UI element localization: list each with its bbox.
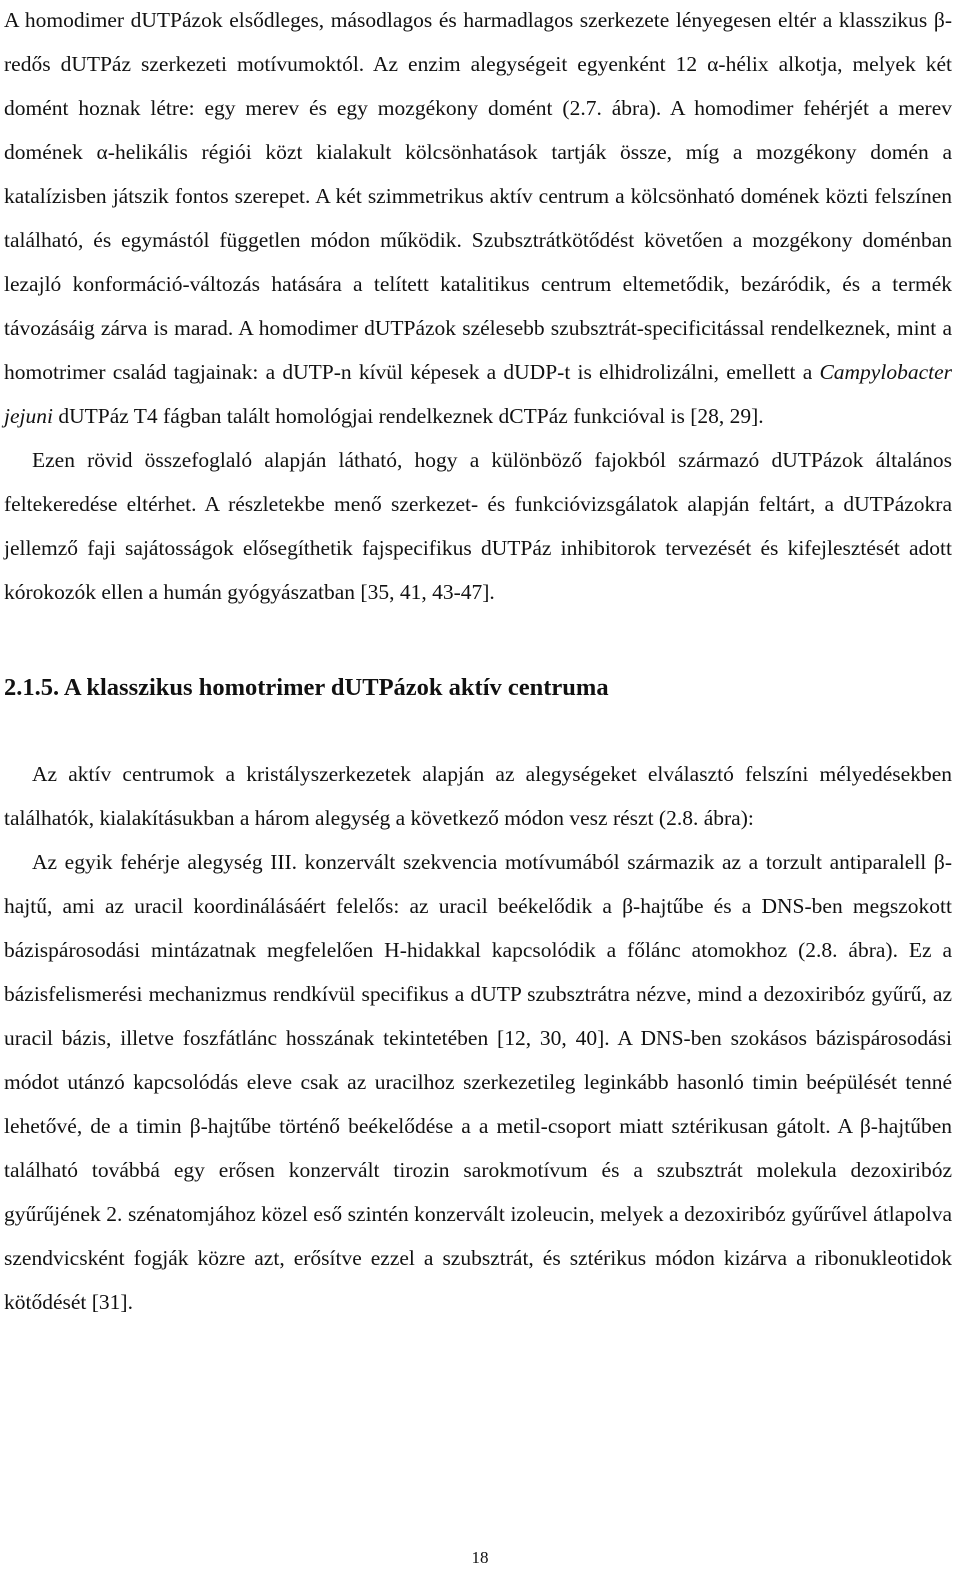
document-page bbox=[4, 0, 952, 1324]
species-name: Campylobacter jejuni bbox=[4, 360, 952, 428]
spacer bbox=[4, 614, 952, 666]
paragraph-summary: Ezen rövid összefoglaló alapján látható, hogy a különböző fajokból származó dUTPázok általános feltekeredése eltérhet. A részletekbe menő szerkezet- és funkcióvizsgálatok alapján feltárt, a dUTPázokra jellemző faji sajátosságok elősegíthetik fajspecifikus dUTPáz inhibitorok tervezését és kifejlesztését adott kórokozók ellen a humán gyógyászatban [35, 41, 43-47]. bbox=[4, 448, 952, 604]
spacer bbox=[4, 710, 952, 752]
paragraph-text: dUTPáz T4 fágban talált homológjai rendelkeznek dCTPáz funkcióval is [28, 29]. bbox=[52, 404, 764, 428]
paragraph-beta-hairpin: Az egyik fehérje alegység III. konzervált szekvencia motívumából származik az a torzult antiparalell β-hajtű, ami az uracil koordinálásáért felelős: az uracil beékelődik a β-hajtűbe és a DNS-ben megszokott bázispárosodási mintázatnak megfelelően H-hidakkal kapcsolódik a főlánc atomokhoz (2.8. ábra). Ez a bázisfelismerési mechanizmus rendkívül specifikus a dUTP szubsztrátra nézve, mind a dezoxiribóz gyűrű, az uracil bázis, illetve foszfátlánc hosszának tekintetében [12, 30, 40]. A DNS-ben szokásos bázispárosodási módot utánzó kapcsolódás eleve csak az uracilhoz szerkezetileg leginkább hasonló timin beépülését tenné lehetővé, de a timin β-hajtűbe történő beékelődése a a metil-csoport miatt sztérikusan gátolt. A β-hajtűben található továbbá egy erősen konzervált tirozin sarokmotívum és a szubsztrát molekula dezoxiribóz gyűrűjének 2. szénatomjához közel eső szintén konzervált izoleucin, melyek a dezoxiribóz gyűrűvel átlapolva szendvicsként fogják közre azt, erősítve ezzel a szubsztrát, és sztérikus módon kizárva a ribonukleotidok kötődését [31]. bbox=[4, 850, 952, 1314]
paragraph-text: A homodimer dUTPázok elsődleges, másodlagos és harmadlagos szerkezete lényegesen eltér a klasszikus β-redős dUTPáz szerkezeti motívumoktól. Az enzim alegységeit egyenként 12 α-hélix alkotja, melyek két domént hoznak létre: egy merev és egy mozgékony domént (2.7. ábra). A homodimer fehérjét a merev domének α-helikális régiói közt kialakult kölcsönhatások tartják össze, míg a mozgékony domén a katalízisben játszik fontos szerepet. A két szimmetrikus aktív centrum a kölcsönható domének közti felszínen található, és egymástól független módon működik. Szubsztrátkötődést követően a mozgékony doménban lezajló konformáció-változás hatására a telített katalitikus centrum eltemetődik, bezáródik, és a termék távozásáig zárva is marad. A homodimer dUTPázok szélesebb szubsztrát-specificitással rendelkeznek, mint a homotrimer család tagjainak: a dUTP-n kívül képesek a dUDP-t is elhidrolizálni, emellett a bbox=[4, 8, 952, 384]
section-heading: 2.1.5. A klasszikus homotrimer dUTPázok aktív centruma bbox=[4, 674, 609, 701]
paragraph-homodimer-structure bbox=[4, 0, 952, 438]
paragraph-active-centres: Az aktív centrumok a kristályszerkezetek alapján az alegységeket elválasztó felszíni mélyedésekben találhatók, kialakításukban a három alegység a következő módon vesz részt (2.8. ábra): bbox=[4, 762, 952, 830]
page-number: 18 bbox=[471, 1548, 489, 1567]
